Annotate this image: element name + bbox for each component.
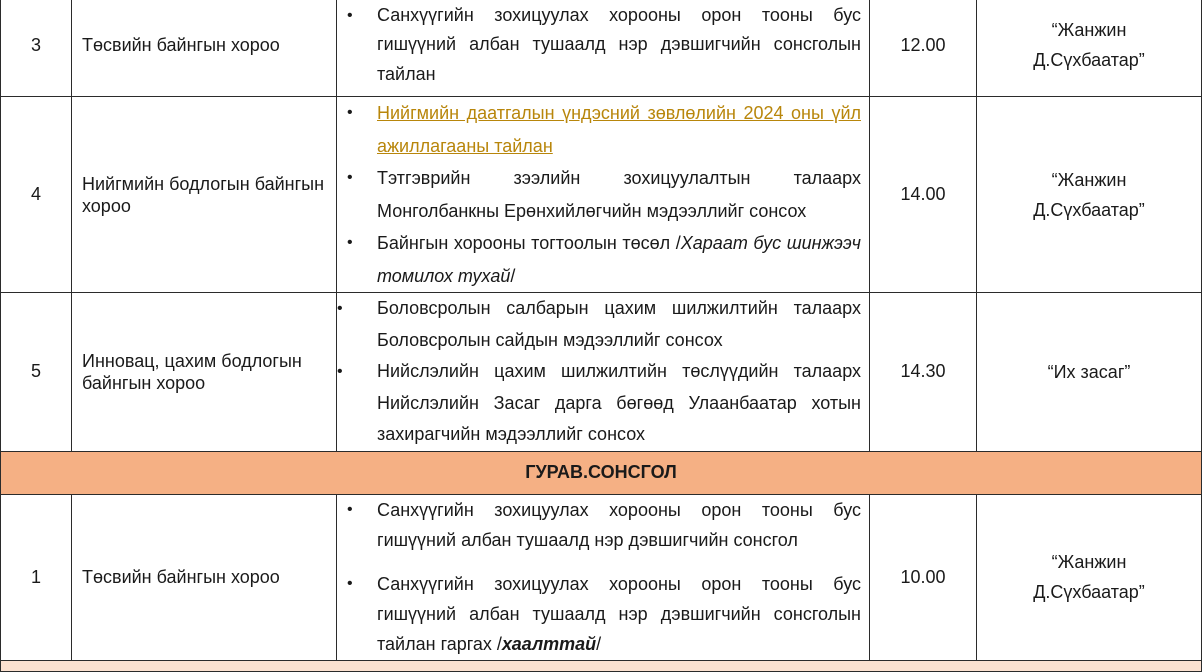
list-item: • Тэтгэврийн зээлийн зохицуулалтын талаарх Монголбанкны Ерөнхийлөгчийн мэдээллийг сонсох <box>337 162 861 227</box>
meeting-place <box>977 0 1202 97</box>
meeting-place <box>977 293 1202 452</box>
row-number: 1 <box>1 494 72 660</box>
place-line: Д.Сүхбаатар” <box>1033 199 1145 220</box>
table-row <box>1 97 1202 293</box>
section-edge <box>1 660 1202 671</box>
meeting-time: 12.00 <box>870 0 977 97</box>
agenda-list <box>337 495 869 659</box>
list-item: • Санхүүгийн зохицуулах хорооны орон тооны бус гишүүний албан тушаалд нэр дэвшигчийн сонсголын тайлан <box>337 1 861 90</box>
committee-name: Нийгмийн бодлогын байнгын хороо <box>72 97 337 293</box>
committee-name: Инновац, цахим бодлогын байнгын хороо <box>72 293 337 452</box>
agenda-items <box>337 97 870 293</box>
item-text: / <box>510 265 516 286</box>
next-section-edge <box>1 660 1202 671</box>
list-item <box>337 569 861 659</box>
meeting-time: 14.30 <box>870 293 977 452</box>
place-line: Д.Сүхбаатар” <box>1033 582 1145 602</box>
list-item: • Боловсролын салбарын цахим шилжилтийн талаарх Боловсролын сайдын мэдээллийг сонсох <box>337 293 861 356</box>
table-row <box>1 0 1202 97</box>
item-bold-italic-text: хаалттай <box>501 634 597 654</box>
agenda-list <box>337 1 869 90</box>
list-item <box>337 97 861 162</box>
section-header-row <box>1 451 1202 494</box>
row-number: 4 <box>1 97 72 293</box>
place-line: Д.Сүхбаатар” <box>1033 50 1145 70</box>
table-row <box>1 293 1202 452</box>
list-item: • Санхүүгийн зохицуулах хорооны орон тооны бус гишүүний албан тушаалд нэр дэвшигчийн сонсгол <box>337 495 861 555</box>
section-title: ГУРАВ.СОНСГОЛ <box>1 451 1202 494</box>
item-text: Санхүүгийн зохицуулах хорооны орон тооны бус гишүүний албан тушаалд нэр дэвшигчийн сонсголын тайлан гаргах / <box>377 574 861 654</box>
agenda-items <box>337 494 870 660</box>
agenda-items <box>337 0 870 97</box>
item-text: Байнгын хорооны тогтоолын төсөл / <box>377 233 681 253</box>
place-line: “Жанжин <box>1051 552 1127 572</box>
row-number: 3 <box>1 0 72 97</box>
meeting-place <box>977 494 1202 660</box>
list-item <box>337 227 861 292</box>
item-text: / <box>596 634 602 654</box>
committee-name: Төсвийн байнгын хороо <box>72 494 337 660</box>
place-line: “Жанжин <box>1051 20 1127 40</box>
row-number: 5 <box>1 293 72 452</box>
meeting-place <box>977 97 1202 293</box>
agenda-list <box>337 97 869 292</box>
meeting-time: 10.00 <box>870 494 977 660</box>
item-italic-text: Хараат бус шинжээч томилох тухай <box>377 233 861 286</box>
agenda-items <box>337 293 870 452</box>
agenda-list <box>337 293 869 451</box>
table-row <box>1 494 1202 660</box>
report-link[interactable]: Нийгмийн даатгалын үндэсний зөвлөлийн 2024 оны үйл ажиллагааны тайлан <box>377 103 861 156</box>
place-line: “Их засаг” <box>1047 361 1131 382</box>
list-item: • Нийслэлийн цахим шилжилтийн төслүүдийн талаарх Нийслэлийн Засаг дарга бөгөөд Улаанбаатар хотын захирагчийн мэдээллийг сонсох <box>337 356 861 451</box>
committee-name: Төсвийн байнгын хороо <box>72 0 337 97</box>
place-line: “Жанжин <box>1051 169 1127 190</box>
meeting-time: 14.00 <box>870 97 977 293</box>
